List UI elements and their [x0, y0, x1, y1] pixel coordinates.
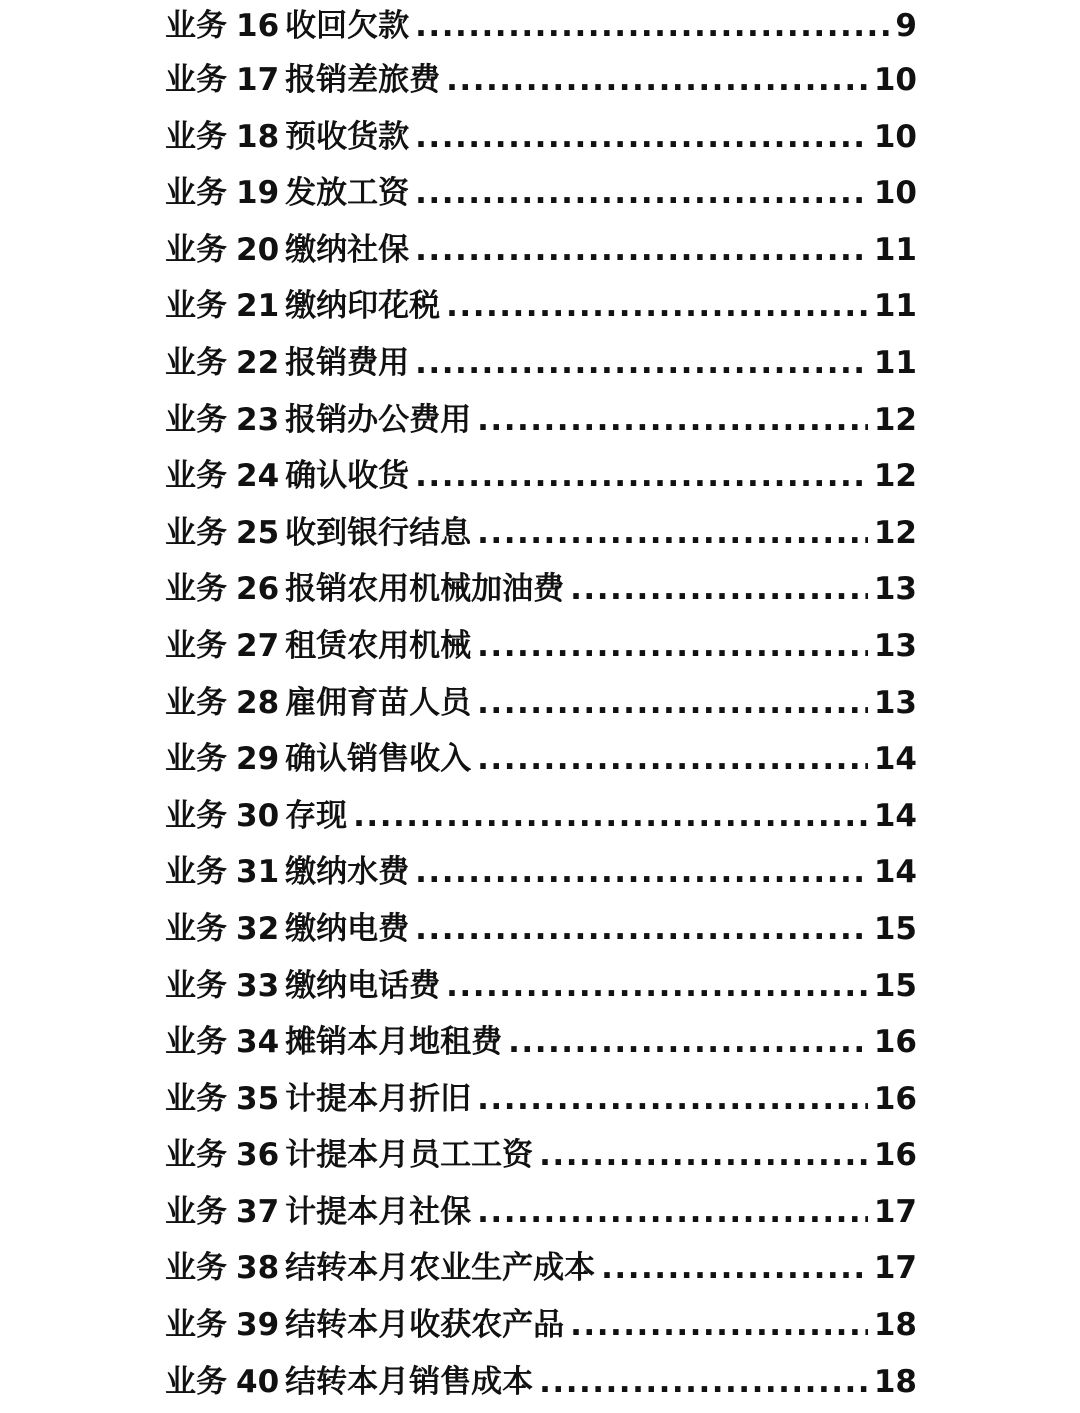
- toc-entry-number: 23: [236, 401, 280, 438]
- toc-entry-title: 报销差旅费: [285, 62, 441, 98]
- toc-entry[interactable]: [165, 52, 917, 109]
- toc-entry-title: 收到银行结息: [285, 514, 472, 551]
- toc-entry-title: 收回欠款: [285, 8, 410, 44]
- dot-leader: [570, 1297, 868, 1354]
- toc-entry-number: 32: [236, 910, 280, 947]
- toc-entry-title: 确认销售收入: [285, 741, 472, 778]
- toc-entry-title: 报销农用机械加油费: [285, 571, 565, 608]
- toc-page-number: 17: [873, 1250, 917, 1287]
- toc-entry[interactable]: [165, 222, 917, 279]
- toc-entry[interactable]: [165, 731, 917, 788]
- toc-entry-number: 21: [236, 288, 280, 325]
- toc-entry-title: 缴纳社保: [285, 231, 410, 268]
- toc-entry-number: 18: [236, 118, 280, 155]
- toc-entry-number: 37: [236, 1193, 280, 1230]
- toc-prefix: 业务: [165, 797, 227, 834]
- toc-prefix: 业务: [165, 401, 227, 438]
- toc-entry[interactable]: [165, 1014, 917, 1071]
- toc-entry-number: 27: [236, 627, 280, 664]
- toc-page-number: 14: [873, 797, 917, 834]
- toc-page-number: 12: [873, 401, 917, 438]
- toc-prefix: 业务: [165, 741, 227, 778]
- toc-entry-number: 33: [236, 967, 280, 1004]
- toc-entry-title: 计提本月社保: [285, 1193, 472, 1230]
- toc-page-number: 14: [873, 741, 917, 778]
- toc-prefix: 业务: [165, 458, 227, 495]
- toc-page-number: 18: [873, 1307, 917, 1344]
- toc-prefix: 业务: [165, 967, 227, 1004]
- toc-prefix: 业务: [165, 627, 227, 664]
- toc-page-number: 15: [873, 910, 917, 947]
- toc-entry-number: 34: [236, 1024, 280, 1061]
- toc-entry-number: 39: [236, 1307, 280, 1344]
- dot-leader: [415, 901, 868, 958]
- toc-entry-number: 22: [236, 344, 280, 381]
- toc-entry-title: 摊销本月地租费: [285, 1024, 503, 1061]
- dot-leader: [477, 618, 868, 675]
- toc-prefix: 业务: [165, 571, 227, 608]
- toc-entry-number: 17: [236, 62, 280, 98]
- dot-leader: [415, 165, 868, 222]
- toc-entry-number: 20: [236, 231, 280, 268]
- dot-leader: [477, 505, 868, 562]
- toc-entry-title: 缴纳电费: [285, 910, 410, 947]
- toc-entry[interactable]: [165, 278, 917, 335]
- toc-page-number: 13: [873, 684, 917, 721]
- toc-entry[interactable]: [165, 1184, 917, 1241]
- toc-entry[interactable]: [165, 1297, 917, 1354]
- toc-entry[interactable]: [165, 335, 917, 392]
- toc-entry-title: 存现: [285, 797, 348, 834]
- toc-page-number: 10: [873, 118, 917, 155]
- toc-entry[interactable]: [165, 0, 917, 52]
- toc-prefix: 业务: [165, 1080, 227, 1117]
- toc-entry-title: 结转本月农业生产成本: [285, 1250, 596, 1287]
- toc-entry-number: 29: [236, 741, 280, 778]
- toc-prefix: 业务: [165, 62, 227, 98]
- toc-entry[interactable]: [165, 1127, 917, 1184]
- toc-prefix: 业务: [165, 1193, 227, 1230]
- table-of-contents: [165, 0, 917, 1410]
- toc-entry-number: 25: [236, 514, 280, 551]
- toc-entry[interactable]: [165, 675, 917, 732]
- toc-entry-number: 24: [236, 458, 280, 495]
- toc-page-number: 11: [873, 288, 917, 325]
- toc-prefix: 业务: [165, 118, 227, 155]
- toc-page-number: 11: [873, 231, 917, 268]
- toc-entry-number: 40: [236, 1363, 280, 1400]
- toc-entry-number: 19: [236, 175, 280, 212]
- dot-leader: [415, 222, 868, 279]
- dot-leader: [539, 1354, 868, 1411]
- toc-entry[interactable]: [165, 901, 917, 958]
- dot-leader: [415, 448, 868, 505]
- toc-entry-title: 雇佣育苗人员: [285, 684, 472, 721]
- toc-prefix: 业务: [165, 1250, 227, 1287]
- toc-prefix: 业务: [165, 1137, 227, 1174]
- toc-prefix: 业务: [165, 910, 227, 947]
- toc-entry-title: 租赁农用机械: [285, 627, 472, 664]
- toc-page-number: 16: [873, 1137, 917, 1174]
- dot-leader: [415, 844, 868, 901]
- dot-leader: [415, 109, 868, 166]
- toc-entry-title: 缴纳水费: [285, 854, 410, 891]
- toc-entry-number: 16: [236, 8, 280, 44]
- toc-entry-number: 36: [236, 1137, 280, 1174]
- toc-page-number: 13: [873, 627, 917, 664]
- dot-leader: [446, 958, 868, 1015]
- toc-entry-title: 计提本月折旧: [285, 1080, 472, 1117]
- toc-entry-number: 28: [236, 684, 280, 721]
- toc-entry-title: 缴纳电话费: [285, 967, 441, 1004]
- dot-leader: [477, 1071, 868, 1128]
- toc-page-number: 16: [873, 1080, 917, 1117]
- toc-prefix: 业务: [165, 514, 227, 551]
- toc-prefix: 业务: [165, 854, 227, 891]
- toc-page-number: 11: [873, 344, 917, 381]
- dot-leader: [446, 278, 868, 335]
- toc-prefix: 业务: [165, 1363, 227, 1400]
- toc-entry-number: 31: [236, 854, 280, 891]
- toc-entry-title: 计提本月员工工资: [285, 1137, 534, 1174]
- toc-entry-title: 报销费用: [285, 344, 410, 381]
- toc-entry-number: 35: [236, 1080, 280, 1117]
- dot-leader: [446, 52, 868, 109]
- toc-prefix: 业务: [165, 231, 227, 268]
- dot-leader: [477, 392, 868, 449]
- toc-page-number: 10: [873, 175, 917, 212]
- toc-prefix: 业务: [165, 288, 227, 325]
- toc-entry-title: 结转本月收获农产品: [285, 1307, 565, 1344]
- toc-page-number: 9: [895, 8, 917, 44]
- toc-prefix: 业务: [165, 344, 227, 381]
- toc-entry[interactable]: [165, 1354, 917, 1411]
- toc-page-number: 10: [873, 62, 917, 98]
- toc-entry-title: 确认收货: [285, 458, 410, 495]
- dot-leader: [477, 731, 868, 788]
- dot-leader: [570, 561, 868, 618]
- toc-prefix: 业务: [165, 175, 227, 212]
- toc-entry[interactable]: [165, 788, 917, 845]
- toc-entry[interactable]: [165, 1240, 917, 1297]
- toc-prefix: 业务: [165, 8, 227, 44]
- toc-page-number: 14: [873, 854, 917, 891]
- toc-page-number: 12: [873, 458, 917, 495]
- dot-leader: [415, 335, 868, 392]
- toc-page-number: 17: [873, 1193, 917, 1230]
- toc-entry[interactable]: [165, 561, 917, 618]
- toc-entry-title: 缴纳印花税: [285, 288, 441, 325]
- dot-leader: [539, 1127, 868, 1184]
- toc-page-number: 12: [873, 514, 917, 551]
- toc-prefix: 业务: [165, 1024, 227, 1061]
- toc-entry-number: 26: [236, 571, 280, 608]
- toc-prefix: 业务: [165, 1307, 227, 1344]
- toc-entry[interactable]: [165, 165, 917, 222]
- toc-page-number: 16: [873, 1024, 917, 1061]
- dot-leader: [477, 1184, 868, 1241]
- toc-entry[interactable]: [165, 448, 917, 505]
- toc-entry[interactable]: [165, 844, 917, 901]
- toc-entry-title: 报销办公费用: [285, 401, 472, 438]
- dot-leader: [508, 1014, 868, 1071]
- toc-page-number: 18: [873, 1363, 917, 1400]
- toc-entry-title: 发放工资: [285, 175, 410, 212]
- toc-entry[interactable]: [165, 505, 917, 562]
- toc-entry-number: 38: [236, 1250, 280, 1287]
- toc-entry[interactable]: [165, 958, 917, 1015]
- toc-page-number: 15: [873, 967, 917, 1004]
- toc-entry[interactable]: [165, 109, 917, 166]
- toc-page-number: 13: [873, 571, 917, 608]
- toc-entry[interactable]: [165, 392, 917, 449]
- dot-leader: [601, 1240, 868, 1297]
- toc-entry[interactable]: [165, 618, 917, 675]
- dot-leader: [477, 675, 868, 732]
- toc-entry[interactable]: [165, 1071, 917, 1128]
- toc-entry-number: 30: [236, 797, 280, 834]
- toc-prefix: 业务: [165, 684, 227, 721]
- dot-leader: [353, 788, 868, 845]
- toc-entry-title: 结转本月销售成本: [285, 1363, 534, 1400]
- dot-leader: [415, 0, 889, 52]
- toc-entry-title: 预收货款: [285, 118, 410, 155]
